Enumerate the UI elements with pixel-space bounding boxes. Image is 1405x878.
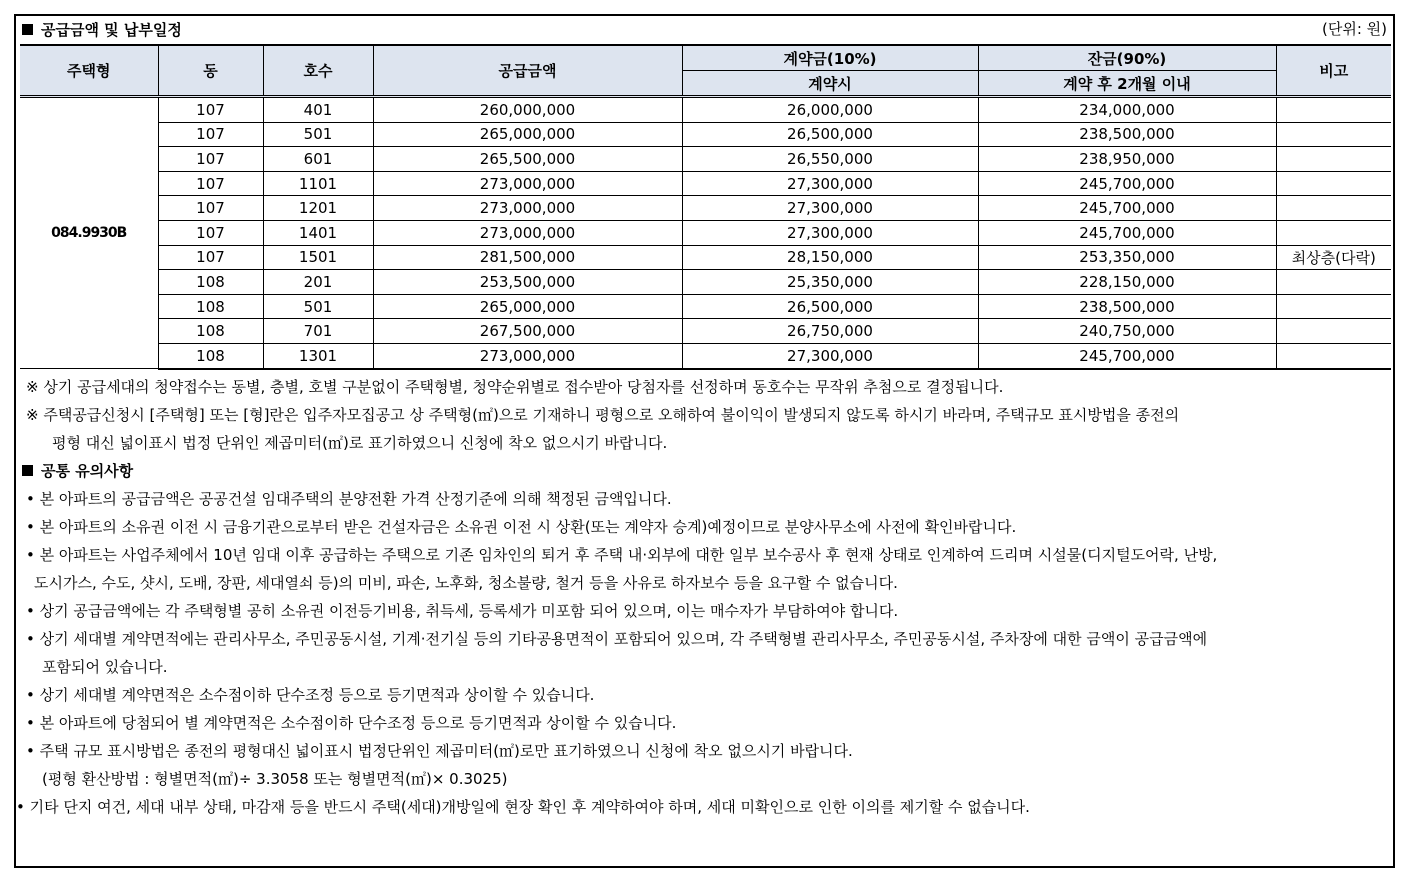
bullet-line: • 본 아파트의 공급금액은 공공건설 임대주택의 분양전환 가격 산정기준에 의해 책정된 금액입니다.: [26, 490, 672, 508]
bullet-line: • 본 아파트의 소유권 이전 시 금융기관으로부터 받은 건설자금은 소유권 이전 시 상환(또는 계약자 승계)예정이므로 분양사무소에 사전에 확인바랍니다.: [26, 518, 1017, 536]
note-cell: [1276, 122, 1391, 147]
note-cell: [1276, 97, 1391, 123]
price-cell: 273,000,000: [373, 343, 682, 368]
ho-cell: 501: [263, 294, 373, 319]
bullet-line: • 상기 공급금액에는 각 주택형별 공히 소유권 이전등기비용, 취득세, 등록세가 미포함 되어 있으며, 이는 매수자가 부담하여야 합니다.: [26, 602, 899, 620]
ho-cell: 701: [263, 319, 373, 344]
deposit-cell: 26,000,000: [682, 97, 978, 123]
header-ho: 호수: [263, 45, 373, 97]
bullet-line: • 기타 단지 여건, 세대 내부 상태, 마감재 등을 반드시 주택(세대)개방일에 현장 확인 후 계약하여야 하며, 세대 미확인으로 인한 이의를 제기할 수 없습니다.: [16, 798, 1030, 816]
dong-cell: 108: [158, 270, 263, 295]
remark-line: ※ 주택공급신청시 [주택형] 또는 [형]란은 입주자모집공고 상 주택형(㎡)으로 기재하니 평형으로 오해하여 불이익이 발생되지 않도록 하시기 바라며, 주택규모 표시방법을 종전의: [26, 406, 1180, 424]
balance-cell: 245,700,000: [978, 171, 1276, 196]
header-supply-price: 공급금액: [373, 45, 682, 97]
balance-cell: 238,500,000: [978, 294, 1276, 319]
note-cell: [1276, 270, 1391, 295]
table-row: [20, 171, 1391, 196]
dong-cell: 108: [158, 294, 263, 319]
dong-cell: 107: [158, 147, 263, 172]
table-row: [20, 147, 1391, 172]
ho-cell: 1501: [263, 245, 373, 270]
deposit-cell: 25,350,000: [682, 270, 978, 295]
table-row: [20, 245, 1391, 270]
bullet-line: • 상기 세대별 계약면적에는 관리사무소, 주민공동시설, 기계·전기실 등의 기타공용면적이 포함되어 있으며, 각 주택형별 관리사무소, 주민공동시설, 주차장에 대한 금액이 공급금액에: [26, 630, 1208, 648]
table-row: [20, 270, 1391, 295]
header-deposit: 계약금(10%): [682, 45, 978, 71]
remark-line: ※ 상기 공급세대의 청약접수는 동별, 층별, 호별 구분없이 주택형별, 청약순위별로 접수받아 당첨자를 선정하며 동호수는 무작위 추첨으로 결정됩니다.: [26, 378, 1004, 396]
price-cell: 265,500,000: [373, 147, 682, 172]
price-cell: 265,000,000: [373, 294, 682, 319]
note-cell: [1276, 220, 1391, 245]
balance-cell: 245,700,000: [978, 196, 1276, 221]
bullet-line: 도시가스, 수도, 샷시, 도배, 장판, 세대열쇠 등)의 미비, 파손, 노후화, 청소불량, 철거 등을 사유로 하자보수 등을 요구할 수 없습니다.: [34, 574, 898, 592]
square-bullet-icon: [22, 24, 33, 35]
dong-cell: 108: [158, 343, 263, 368]
section-common-notes-heading: [22, 460, 133, 481]
dong-cell: 107: [158, 122, 263, 147]
note-cell: [1276, 343, 1391, 368]
dong-cell: 107: [158, 245, 263, 270]
balance-cell: 245,700,000: [978, 343, 1276, 368]
ho-cell: 1301: [263, 343, 373, 368]
deposit-cell: 27,300,000: [682, 171, 978, 196]
price-cell: 273,000,000: [373, 171, 682, 196]
balance-cell: 245,700,000: [978, 220, 1276, 245]
note-cell: [1276, 294, 1391, 319]
note-cell: [1276, 147, 1391, 172]
section-title: 공급금액 및 납부일정: [41, 21, 182, 39]
deposit-cell: 26,500,000: [682, 294, 978, 319]
deposit-cell: 28,150,000: [682, 245, 978, 270]
balance-cell: 253,350,000: [978, 245, 1276, 270]
balance-cell: 240,750,000: [978, 319, 1276, 344]
dong-cell: 107: [158, 196, 263, 221]
price-cell: 260,000,000: [373, 97, 682, 123]
header-deposit-timing: 계약시: [682, 71, 978, 97]
document-frame: [14, 14, 1395, 868]
dong-cell: 107: [158, 220, 263, 245]
note-cell: 최상층(다락): [1276, 245, 1391, 270]
ho-cell: 601: [263, 147, 373, 172]
table-row: [20, 319, 1391, 344]
header-house-type: 주택형: [20, 45, 158, 97]
ho-cell: 1101: [263, 171, 373, 196]
deposit-cell: 26,500,000: [682, 122, 978, 147]
section-title: 공통 유의사항: [41, 462, 134, 480]
balance-cell: 238,950,000: [978, 147, 1276, 172]
dong-cell: 107: [158, 97, 263, 123]
balance-cell: 228,150,000: [978, 270, 1276, 295]
table-row: [20, 220, 1391, 245]
price-cell: 281,500,000: [373, 245, 682, 270]
bullet-line: 포함되어 있습니다.: [42, 658, 168, 676]
header-balance-timing: 계약 후 2개월 이내: [978, 71, 1276, 97]
supply-price-table: [20, 44, 1391, 370]
table-row: [20, 294, 1391, 319]
balance-cell: 234,000,000: [978, 97, 1276, 123]
note-cell: [1276, 196, 1391, 221]
ho-cell: 1201: [263, 196, 373, 221]
price-cell: 265,000,000: [373, 122, 682, 147]
table-row: [20, 122, 1391, 147]
deposit-cell: 27,300,000: [682, 343, 978, 368]
note-cell: [1276, 171, 1391, 196]
header-balance: 잔금(90%): [978, 45, 1276, 71]
ho-cell: 1401: [263, 220, 373, 245]
ho-cell: 501: [263, 122, 373, 147]
price-cell: 253,500,000: [373, 270, 682, 295]
deposit-cell: 27,300,000: [682, 220, 978, 245]
price-cell: 273,000,000: [373, 196, 682, 221]
bullet-line: • 주택 규모 표시방법은 종전의 평형대신 넓이표시 법정단위인 제곱미터(㎡)로만 표기하였으니 신청에 착오 없으시기 바랍니다.: [26, 742, 853, 760]
section-supply-price-heading: [22, 19, 182, 40]
deposit-cell: 27,300,000: [682, 196, 978, 221]
ho-cell: 201: [263, 270, 373, 295]
table-row: [20, 343, 1391, 368]
deposit-cell: 26,750,000: [682, 319, 978, 344]
remark-line: 평형 대신 넓이표시 법정 단위인 제곱미터(㎡)로 표기하였으니 신청에 착오 없으시기 바랍니다.: [52, 434, 668, 452]
balance-cell: 238,500,000: [978, 122, 1276, 147]
table-row: [20, 97, 1391, 123]
dong-cell: 107: [158, 171, 263, 196]
header-dong: 동: [158, 45, 263, 97]
bullet-line: • 상기 세대별 계약면적은 소수점이하 단수조정 등으로 등기면적과 상이할 수 있습니다.: [26, 686, 595, 704]
house-type-cell: 084.9930B: [20, 97, 158, 369]
dong-cell: 108: [158, 319, 263, 344]
ho-cell: 401: [263, 97, 373, 123]
unit-label: (단위: 원): [1322, 20, 1387, 38]
bullet-line: (평형 환산방법 : 형별면적(㎡)÷ 3.3058 또는 형별면적(㎡)× 0.3025): [42, 770, 508, 788]
bullet-line: • 본 아파트에 당첨되어 별 계약면적은 소수점이하 단수조정 등으로 등기면적과 상이할 수 있습니다.: [26, 714, 677, 732]
note-cell: [1276, 319, 1391, 344]
bullet-line: • 본 아파트는 사업주체에서 10년 임대 이후 공급하는 주택으로 기존 임차인의 퇴거 후 주택 내·외부에 대한 일부 보수공사 후 현재 상태로 인계하여 드리며 시설물(디지털도어락, 난방,: [26, 546, 1218, 564]
price-cell: 267,500,000: [373, 319, 682, 344]
square-bullet-icon: [22, 465, 33, 476]
deposit-cell: 26,550,000: [682, 147, 978, 172]
header-note: 비고: [1276, 45, 1391, 97]
price-cell: 273,000,000: [373, 220, 682, 245]
table-row: [20, 196, 1391, 221]
